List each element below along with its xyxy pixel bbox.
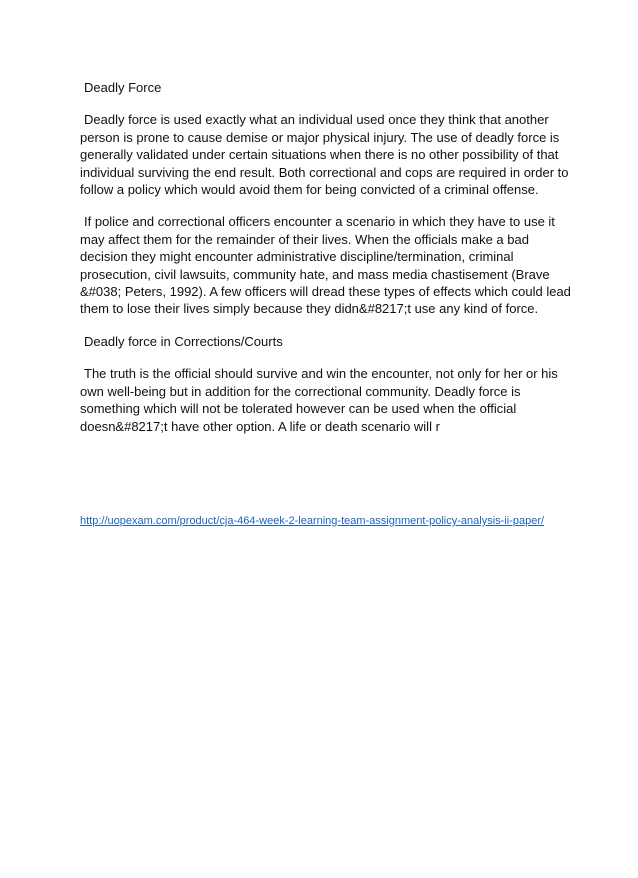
section-heading-corrections-courts: Deadly force in Corrections/Courts [84, 333, 283, 349]
paragraph-definition: Deadly force is used exactly what an individual used once they think that another person is prone to cause demise or major physical injury. The use of deadly force is generally validated under certain situations when there is no other possibility of that individual surviving the end result. Both correctional and cops are required in order to follow a policy which would avoid them for being convicted of a criminal offense. [80, 112, 569, 198]
paragraph-consequences: If police and correctional officers encounter a scenario in which they have to use it may affect them for the remainder of their lives. When the officials make a bad decision they might encounter administrative discipline/termination, criminal prosecution, civil lawsuits, community hate, and mass media chastisement (Brave &#038; Peters, 1992). A few officers will dread these types of effects which could lead them to lose their lives simply because they didn&#8217;t use any kind of force. [80, 214, 571, 317]
section-heading-deadly-force: Deadly Force [84, 80, 162, 95]
paragraph-survival: The truth is the official should survive and win the encounter, not only for her or his own well-being but in addition for the correctional community. Deadly force is something which will not be tolerated however can be used when the official doesn&#8217;t have other option. A life or death scenario will r [80, 366, 558, 434]
source-link[interactable]: http://uopexam.com/product/cja-464-week-2-learning-team-assignment-policy-analysis-ii-paper/ [80, 515, 545, 527]
document-body [80, 79, 572, 435]
